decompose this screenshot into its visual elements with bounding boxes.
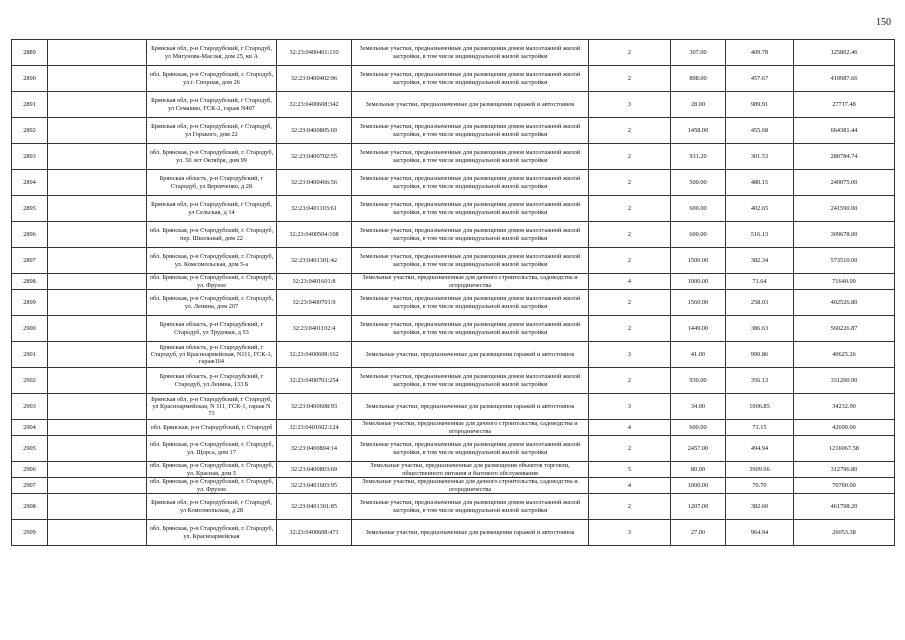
group-cell: 4 [589, 420, 671, 436]
cadastral-value-cell: 125802.46 [794, 40, 895, 66]
area-cell: 27.00 [671, 520, 726, 546]
row-number: 2897 [12, 248, 48, 274]
area-cell: 307.00 [671, 40, 726, 66]
address-cell: обл. Брянская, р-н Стародубский, г. Стародуб [147, 420, 277, 436]
land-use-cell: Земельные участки, предназначенные для размещения домов малоэтажной жилой застройки, в том числе индивидуальной жилой застройки [352, 436, 589, 462]
group-cell: 2 [589, 368, 671, 394]
table-row [12, 342, 895, 368]
land-use-cell: Земельные участки, предназначенные для размещения домов малоэтажной жилой застройки, в том числе индивидуальной жилой застройки [352, 494, 589, 520]
area-cell: 930.00 [671, 368, 726, 394]
land-use-cell: Земельные участки, предназначенные для размещения домов малоэтажной жилой застройки, в том числе индивидуальной жилой застройки [352, 40, 589, 66]
row-number: 2895 [12, 196, 48, 222]
blank-cell [48, 342, 147, 368]
group-cell: 2 [589, 66, 671, 92]
row-number: 2894 [12, 170, 48, 196]
cadastral-number-cell: 32:23:0400608:342 [277, 92, 352, 118]
cadastral-value-cell: 241590.00 [794, 196, 895, 222]
area-cell: 500.00 [671, 170, 726, 196]
specific-value-cell: 964.94 [726, 520, 794, 546]
land-use-cell: Земельные участки, предназначенные для дачного строительства, садоводства и огородничества [352, 478, 589, 494]
land-use-cell: Земельные участки, предназначенные для размещения объектов торговли, общественного питания и бытового обслуживания [352, 462, 589, 478]
land-use-cell: Земельные участки, предназначенные для размещения гаражей и автостоянок [352, 342, 589, 368]
table-row [12, 420, 895, 436]
land-use-cell: Земельные участки, предназначенные для размещения домов малоэтажной жилой застройки, в том числе индивидуальной жилой застройки [352, 290, 589, 316]
area-cell: 1000.00 [671, 274, 726, 290]
group-cell: 2 [589, 316, 671, 342]
cadastral-number-cell: 32:23:0401103:61 [277, 196, 352, 222]
table-row [12, 478, 895, 494]
area-cell: 41.00 [671, 342, 726, 368]
blank-cell [48, 462, 147, 478]
cadastral-value-cell: 410987.66 [794, 66, 895, 92]
cadastral-number-cell: 32:23:0400703:254 [277, 368, 352, 394]
cadastral-value-cell: 1216067.58 [794, 436, 895, 462]
cadastral-number-cell: 32:23:0400803:69 [277, 462, 352, 478]
blank-cell [48, 66, 147, 92]
address-cell: обл. Брянская, р-н Стародубский, г. Стародуб, ул. Фрунзе [147, 478, 277, 494]
row-number: 2899 [12, 290, 48, 316]
cadastral-number-cell: 32:23:0401603:95 [277, 478, 352, 494]
row-number: 2902 [12, 368, 48, 394]
table-row [12, 316, 895, 342]
cadastral-value-cell: 331200.90 [794, 368, 895, 394]
specific-value-cell: 382.34 [726, 248, 794, 274]
area-cell: 1560.00 [671, 290, 726, 316]
group-cell: 2 [589, 118, 671, 144]
blank-cell [48, 118, 147, 144]
cadastral-number-cell: 32:23:0400805:69 [277, 118, 352, 144]
table-row [12, 462, 895, 478]
address-cell: Брянская обл, р-н Стародубский, г Стародуб, ул Семашко, ГСК-2, гараж N407 [147, 92, 277, 118]
land-use-cell: Земельные участки, предназначенные для размещения домов малоэтажной жилой застройки, в том числе индивидуальной жилой застройки [352, 144, 589, 170]
group-cell: 5 [589, 462, 671, 478]
address-cell: Брянская обл, р-н Стародубский, г Стародуб, ул Комсомольская, д 28 [147, 494, 277, 520]
address-cell: обл. Брянская, р-н Стародубский, г. Стародуб, ул. Фрунзе [147, 274, 277, 290]
cadastral-value-cell: 27717.48 [794, 92, 895, 118]
address-cell: обл. Брянская, р-н Стародубский, г. Стародуб, ул. 50 лет Октября, дом 99 [147, 144, 277, 170]
specific-value-cell: 382.60 [726, 494, 794, 520]
area-cell: 600.00 [671, 420, 726, 436]
group-cell: 3 [589, 92, 671, 118]
address-cell: Брянская область, р-н Стародубский, г Стародуб, ул Красноармейская, N111, ГСК-1, гараж164 [147, 342, 277, 368]
table-row [12, 274, 895, 290]
row-number: 2892 [12, 118, 48, 144]
table-row [12, 92, 895, 118]
cadastral-value-cell: 664381.44 [794, 118, 895, 144]
row-number: 2901 [12, 342, 48, 368]
area-cell: 1000.00 [671, 478, 726, 494]
table-row [12, 520, 895, 546]
area-cell: 600.00 [671, 196, 726, 222]
row-number: 2905 [12, 436, 48, 462]
address-cell: обл. Брянская, р-н Стародубский, г. Стародуб, пер. Школьный, дом 22 [147, 222, 277, 248]
cadastral-number-cell: 32:23:0400466:56 [277, 170, 352, 196]
address-cell: Брянская обл, р-н Стародубский, г Стародуб, ул Мигунова-Маслая, дом 25, кв А [147, 40, 277, 66]
specific-value-cell: 402.65 [726, 196, 794, 222]
blank-cell [48, 248, 147, 274]
area-cell: 1458.00 [671, 118, 726, 144]
specific-value-cell: 990.86 [726, 342, 794, 368]
table-row [12, 248, 895, 274]
blank-cell [48, 316, 147, 342]
group-cell: 2 [589, 144, 671, 170]
area-cell: 2457.00 [671, 436, 726, 462]
cadastral-number-cell: 32:23:0400504:108 [277, 222, 352, 248]
area-cell: 1207.00 [671, 494, 726, 520]
cadastral-number-cell: 32:23:0400804:14 [277, 436, 352, 462]
cadastral-number-cell: 32:23:0400701:9 [277, 290, 352, 316]
address-cell: обл. Брянская, р-н Стародубский, г. Стародуб, ул. Красноармейская [147, 520, 277, 546]
land-use-cell: Земельные участки, предназначенные для размещения гаражей и автостоянок [352, 394, 589, 420]
blank-cell [48, 290, 147, 316]
row-number: 2904 [12, 420, 48, 436]
specific-value-cell: 455.68 [726, 118, 794, 144]
table-row [12, 222, 895, 248]
area-cell: 600.00 [671, 222, 726, 248]
cadastral-value-cell: 312796.80 [794, 462, 895, 478]
blank-cell [48, 436, 147, 462]
address-cell: Брянская обл, р-н Стародубский, г Стародуб, ул Горького, дом 22 [147, 118, 277, 144]
blank-cell [48, 494, 147, 520]
specific-value-cell: 258.03 [726, 290, 794, 316]
cadastral-number-cell: 32:23:0401301:42 [277, 248, 352, 274]
area-cell: 80.00 [671, 462, 726, 478]
land-use-cell: Земельные участки, предназначенные для размещения домов малоэтажной жилой застройки, в том числе индивидуальной жилой застройки [352, 248, 589, 274]
area-cell: 898.00 [671, 66, 726, 92]
group-cell: 2 [589, 40, 671, 66]
table-row [12, 170, 895, 196]
table-row [12, 290, 895, 316]
cadastral-value-cell: 461798.20 [794, 494, 895, 520]
blank-cell [48, 520, 147, 546]
blank-cell [48, 478, 147, 494]
cadastral-value-cell: 42690.00 [794, 420, 895, 436]
blank-cell [48, 170, 147, 196]
blank-cell [48, 144, 147, 170]
group-cell: 4 [589, 274, 671, 290]
cadastral-value-cell: 26053.38 [794, 520, 895, 546]
land-use-cell: Земельные участки, предназначенные для дачного строительства, садоводства и огородничества [352, 274, 589, 290]
cadastral-value-cell: 34232.90 [794, 394, 895, 420]
area-cell: 28.00 [671, 92, 726, 118]
cadastral-value-cell: 240075.00 [794, 170, 895, 196]
group-cell: 2 [589, 222, 671, 248]
blank-cell [48, 420, 147, 436]
row-number: 2909 [12, 520, 48, 546]
specific-value-cell: 494.94 [726, 436, 794, 462]
land-use-cell: Земельные участки, предназначенные для размещения домов малоэтажной жилой застройки, в том числе индивидуальной жилой застройки [352, 66, 589, 92]
specific-value-cell: 480.15 [726, 170, 794, 196]
row-number: 2903 [12, 394, 48, 420]
specific-value-cell: 71.15 [726, 420, 794, 436]
row-number: 2893 [12, 144, 48, 170]
table-row [12, 66, 895, 92]
table-row [12, 196, 895, 222]
specific-value-cell: 409.78 [726, 40, 794, 66]
table-row [12, 394, 895, 420]
cadastral-value-cell: 573510.00 [794, 248, 895, 274]
specific-value-cell: 1006.85 [726, 394, 794, 420]
cadastral-value-cell: 560226.87 [794, 316, 895, 342]
land-use-cell: Земельные участки, предназначенные для размещения домов малоэтажной жилой застройки, в том числе индивидуальной жилой застройки [352, 170, 589, 196]
group-cell: 4 [589, 478, 671, 494]
specific-value-cell: 71.64 [726, 274, 794, 290]
blank-cell [48, 40, 147, 66]
cadastral-number-cell: 32:23:0400402:96 [277, 66, 352, 92]
group-cell: 2 [589, 494, 671, 520]
blank-cell [48, 274, 147, 290]
blank-cell [48, 368, 147, 394]
table-row [12, 494, 895, 520]
cadastral-number-cell: 32:23:0400608:471 [277, 520, 352, 546]
cadastral-number-cell: 32:23:0400401:110 [277, 40, 352, 66]
address-cell: Брянская обл, р-н Стародубский, г Стародуб, ул Красноармейская, N 111, ГСК-1, гараж N 73 [147, 394, 277, 420]
row-number: 2908 [12, 494, 48, 520]
blank-cell [48, 222, 147, 248]
address-cell: обл. Брянская, р-н Стародубский, г. Стародуб, ул.г. Спорная, дом 26 [147, 66, 277, 92]
land-use-cell: Земельные участки, предназначенные для размещения домов малоэтажной жилой застройки, в том числе индивидуальной жилой застройки [352, 118, 589, 144]
group-cell: 3 [589, 520, 671, 546]
cadastral-number-cell: 32:23:0401102:4 [277, 316, 352, 342]
specific-value-cell: 516.13 [726, 222, 794, 248]
row-number: 2896 [12, 222, 48, 248]
row-number: 2906 [12, 462, 48, 478]
row-number: 2891 [12, 92, 48, 118]
cadastral-value-cell: 71640.00 [794, 274, 895, 290]
cadastral-number-cell: 32:23:0400608:162 [277, 342, 352, 368]
address-cell: обл. Брянская, р-н Стародубский, г. Стародуб, ул. Ленина, дом 207 [147, 290, 277, 316]
address-cell: Брянская область, р-н Стародубский, г Стародуб, ул Трудовая, д 53 [147, 316, 277, 342]
table-row [12, 436, 895, 462]
blank-cell [48, 394, 147, 420]
table-body [12, 40, 895, 546]
group-cell: 2 [589, 248, 671, 274]
cadastral-value-cell: 40625.26 [794, 342, 895, 368]
cadastral-number-cell: 32:23:0401301:85 [277, 494, 352, 520]
row-number: 2907 [12, 478, 48, 494]
land-use-cell: Земельные участки, предназначенные для размещения домов малоэтажной жилой застройки, в том числе индивидуальной жилой застройки [352, 222, 589, 248]
table-row [12, 40, 895, 66]
specific-value-cell: 3909.96 [726, 462, 794, 478]
page-number: 150 [876, 17, 891, 28]
row-number: 2900 [12, 316, 48, 342]
blank-cell [48, 196, 147, 222]
cadastral-value-cell: 309678.00 [794, 222, 895, 248]
group-cell: 2 [589, 290, 671, 316]
cadastral-number-cell: 32:23:0400608:93 [277, 394, 352, 420]
address-cell: обл. Брянская, р-н Стародубский, г. Стародуб, ул. Щорса, дом 17 [147, 436, 277, 462]
specific-value-cell: 386.63 [726, 316, 794, 342]
area-cell: 931.20 [671, 144, 726, 170]
table-row [12, 144, 895, 170]
row-number: 2898 [12, 274, 48, 290]
address-cell: Брянская обл, р-н Стародубский, г Стародуб, ул Сельская, д 14 [147, 196, 277, 222]
area-cell: 34.00 [671, 394, 726, 420]
group-cell: 3 [589, 394, 671, 420]
cadastral-number-cell: 32:23:0400702:55 [277, 144, 352, 170]
row-number: 2890 [12, 66, 48, 92]
blank-cell [48, 92, 147, 118]
land-registry-table [11, 39, 895, 546]
row-number: 2889 [12, 40, 48, 66]
group-cell: 2 [589, 170, 671, 196]
specific-value-cell: 70.70 [726, 478, 794, 494]
address-cell: Брянская область, р-н Стародубский, г Стародуб, ул Веревченко, д 28 [147, 170, 277, 196]
specific-value-cell: 457.67 [726, 66, 794, 92]
specific-value-cell: 989.91 [726, 92, 794, 118]
group-cell: 2 [589, 436, 671, 462]
specific-value-cell: 301.53 [726, 144, 794, 170]
land-use-cell: Земельные участки, предназначенные для дачного строительства, садоводства и огородничества [352, 420, 589, 436]
address-cell: Брянская область, р-н Стародубский, г Стародуб, ул Ленина, 133 Б [147, 368, 277, 394]
land-use-cell: Земельные участки, предназначенные для размещения домов малоэтажной жилой застройки, в том числе индивидуальной жилой застройки [352, 316, 589, 342]
cadastral-value-cell: 402526.80 [794, 290, 895, 316]
table-row [12, 118, 895, 144]
table-row [12, 368, 895, 394]
address-cell: обл. Брянская, р-н Стародубский, г. Стародуб, ул. Комсомольская, дом 5-а [147, 248, 277, 274]
area-cell: 1449.00 [671, 316, 726, 342]
cadastral-value-cell: 70700.00 [794, 478, 895, 494]
land-use-cell: Земельные участки, предназначенные для размещения гаражей и автостоянок [352, 92, 589, 118]
group-cell: 2 [589, 196, 671, 222]
cadastral-number-cell: 32:23:0401602:124 [277, 420, 352, 436]
group-cell: 3 [589, 342, 671, 368]
specific-value-cell: 356.13 [726, 368, 794, 394]
area-cell: 1500.00 [671, 248, 726, 274]
land-use-cell: Земельные участки, предназначенные для размещения гаражей и автостоянок [352, 520, 589, 546]
address-cell: обл. Брянская, р-н Стародубский, г. Стародуб, ул. Красная, дом 5 [147, 462, 277, 478]
cadastral-number-cell: 32:23:0401601:8 [277, 274, 352, 290]
land-use-cell: Земельные участки, предназначенные для размещения домов малоэтажной жилой застройки, в том числе индивидуальной жилой застройки [352, 368, 589, 394]
land-use-cell: Земельные участки, предназначенные для размещения домов малоэтажной жилой застройки, в том числе индивидуальной жилой застройки [352, 196, 589, 222]
cadastral-value-cell: 280784.74 [794, 144, 895, 170]
